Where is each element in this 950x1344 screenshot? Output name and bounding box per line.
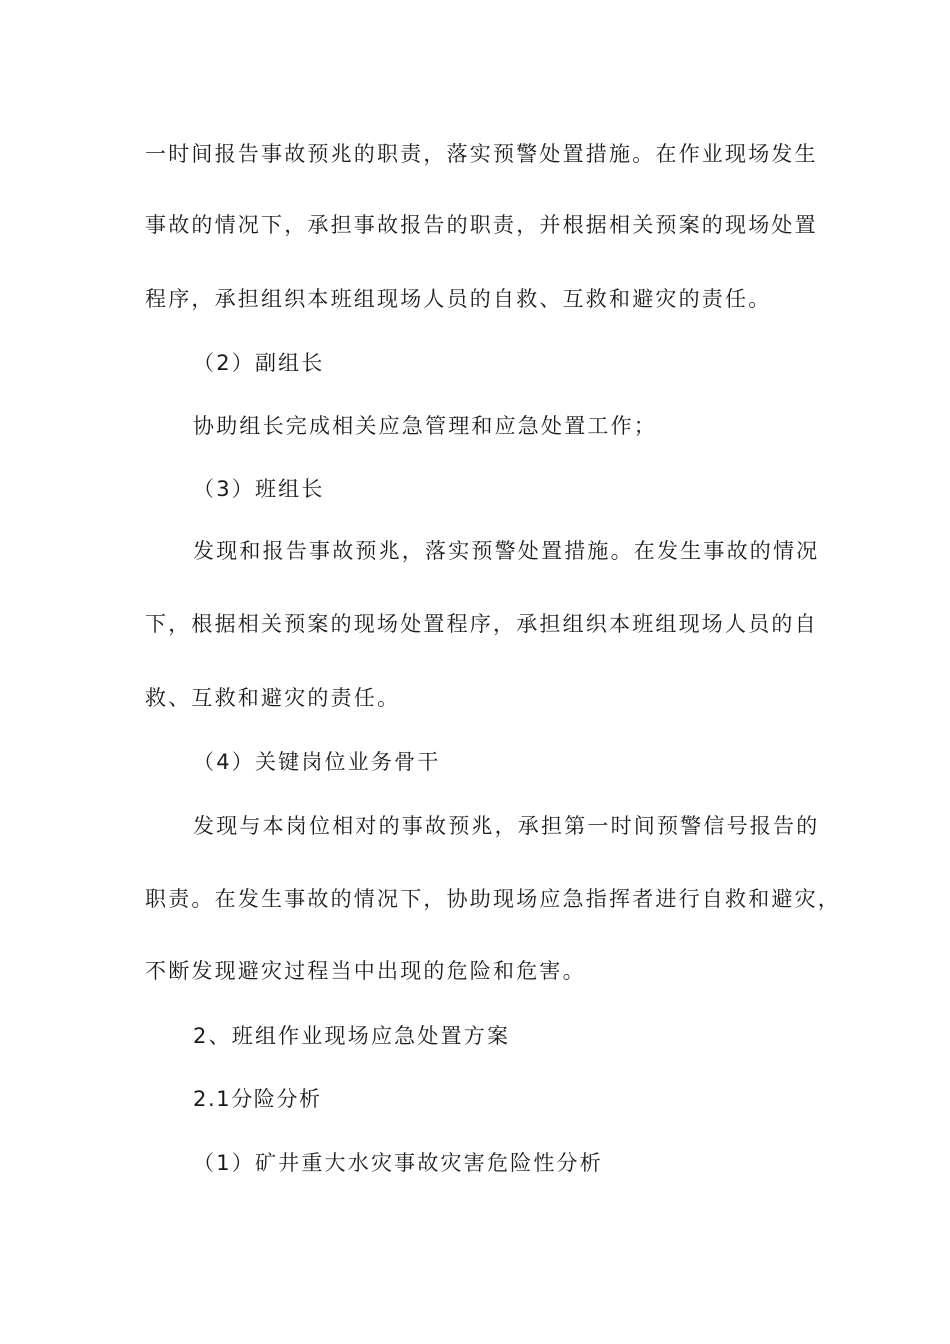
paragraph-line: 发现与本岗位相对的事故预兆，承担第一时间预警信号报告的 — [193, 814, 820, 838]
section-heading-emergency-plan: 2、班组作业现场应急处置方案 — [193, 1024, 511, 1048]
subsection-heading-risk-analysis: 2.1分险分析 — [193, 1087, 322, 1111]
paragraph-line: 职责。在发生事故的情况下，协助现场应急指挥者进行自救和避灾， — [145, 887, 841, 911]
paragraph-line: 下，根据相关预案的现场处置程序，承担组织本班组现场人员的自 — [145, 612, 818, 636]
paragraph-line: 一时间报告事故预兆的职责，落实预警处置措施。在作业现场发生 — [145, 142, 818, 166]
section-heading-team-leader: （3）班组长 — [193, 477, 325, 501]
section-heading-key-staff: （4）关键岗位业务骨干 — [193, 750, 441, 774]
paragraph-line: 协助组长完成相关应急管理和应急处置工作； — [193, 414, 657, 438]
paragraph-line: 事故的情况下，承担事故报告的职责，并根据相关预案的现场处置 — [145, 213, 818, 237]
paragraph-line: 发现和报告事故预兆，落实预警处置措施。在发生事故的情况 — [193, 539, 820, 563]
paragraph-line: 不断发现避灾过程当中出现的危险和危害。 — [145, 959, 586, 983]
paragraph-line: 程序，承担组织本班组现场人员的自救、互救和避灾的责任。 — [145, 287, 772, 311]
section-heading-deputy-leader: （2）副组长 — [193, 351, 325, 375]
paragraph-line: 救、互救和避灾的责任。 — [145, 686, 401, 710]
subsection-heading-flood-hazard: （1）矿井重大水灾事故灾害危险性分析 — [193, 1151, 603, 1175]
